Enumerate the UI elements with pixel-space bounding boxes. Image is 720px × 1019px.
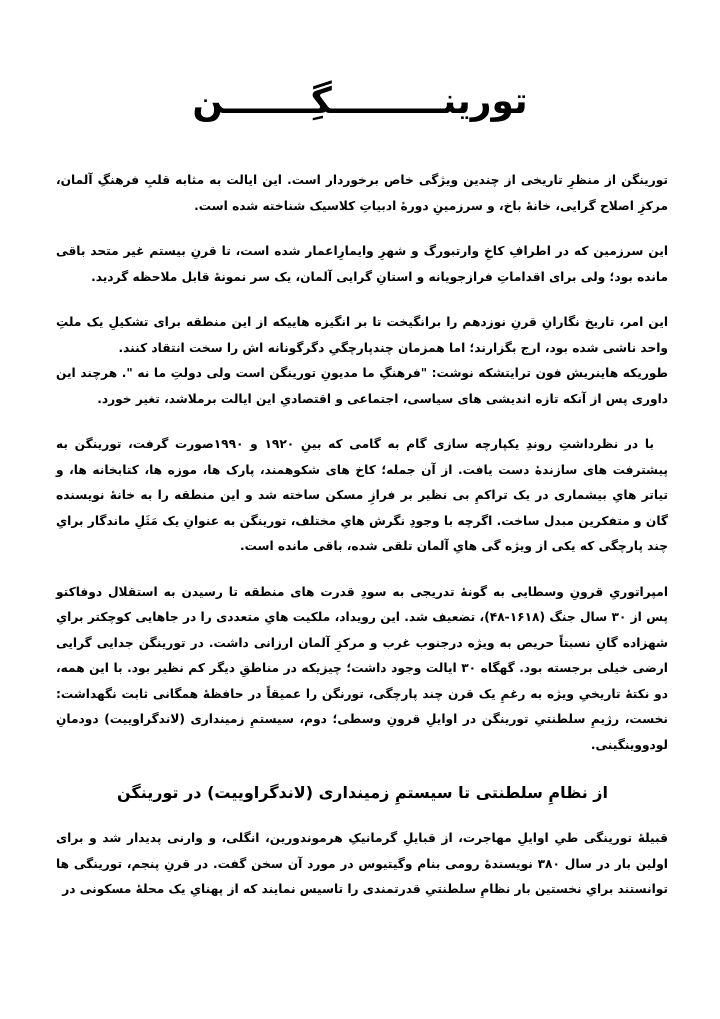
document-title: تورینـــــــــگِـــــــن bbox=[192, 81, 528, 122]
paragraph-2: این سرزمین که در اطرافِ کاخِ وارتبورگ و شهرِ وایمارِاعمار شده است، تا قرنِ بیستم غیر متحد باقی مانده بود؛ ولی برای اقداماتِ فرازجویانه و استانِ گرایی آلمان، یک سر نمونهٔ قابل ملاحظه گردید. bbox=[56, 244, 668, 284]
paragraph-6: امپراتوریِ قرونِ وسطایی به گونهٔ تدریجی به سودِ قدرت های منطقه تا رسیدن به استقلال دوفاکتو پس از ۳۰ سال جنگ (۱۶۱۸-۴۸)، تضعیف شد. این رویداد، ملکیت هایِ متعددی را در جاهایی کوچکتر برایِ شهزاده گانِ نسبتاً حریص به ویژه درجنوب غرب و مرکزِ آلمان ارزانی داشت. در تورینگن جدایی گرایی ارضی خیلی برجسته بود. گهگاه ۳۰ ایالت وجود داشت؛ چیزیکه در مناطقِ دیگر کم نظیر بود. با این همه، دو نکتهٔ تاریخیِ ویژه به رغمِ یک قرن چند پارچگی، تورنگن را عمیقاً در حافظهٔ همگانی ثابت نگهداشت: نخست، رژیمِ سلطنتیِ تورینگن در اوایلِ قرونِ وسطی؛ دوم، سیستمِ زمینداری (لاندگراوییت) دودمانِ لودووینگینی. bbox=[56, 584, 668, 752]
section-paragraph-1: قبیلهٔ تورینگی طیِ اوایلِ مهاجرت، از قبایلِ گرمانیکِ هرموندورین، انگلی، و وارنی پدیدار شد و برای اولین بار در سال ۳۸۰ نویسندهٔ رومی بنام وگیتیوس در مورد آن سخن گفت. در قرنِ پنجم، تورینگی ها توانستند برایِ نخستین بار نظامِ سلطنتیِ قدرتمندی را تاسیس نمایند که از پهنایِ یک محلهٔ مسکونی در bbox=[56, 831, 668, 896]
paragraph-5: با در نظرداشتِ روندِ یکپارچه سازی گام به گامی که بینِ ۱۹۲۰ و ۱۹۹۰صورت گرفت، تورینگن به پیشترفت های سازندهٔ دست یافت. از آن جمله؛ کاخ های شکوهمند، پارک ها، موزه ها، کتابخانه ها، و تیاتر هایِ بیشماری در یک تراکمِ بی نظیر بر فرازِ مسکن ساخته شد و این منطقه را به خانهٔ نویسنده گان و متفکرین مبدل ساخت. اگرچه با وجودِ نگرش هایِ مختلف، تورینگن به عنوانِ یک مَثَلِ ماندگار برایِ چند پارچگی که یکی از ویژه گی هایِ آلمان تلقی شده، باقی مانده است. bbox=[56, 437, 668, 553]
section-heading: از نظامِ سلطنتی تا سیستمِ زمینداری (لاندگراوییت) در تورینگن bbox=[117, 783, 608, 802]
paragraph-3: این امر، تاریخ نگارانِ قرنِ نوزدهم را برانگیخت تا بر انگیزه هاییکه از این منطقه برای تشکیلِ یک ملتِ واحد ناشی شده بود، ارج بگزارند؛ اما همزمان چندپارچگیِ دگرگونانه اش را سخت انتقاد کنند. bbox=[56, 315, 668, 355]
paragraph-4: طوریکه هاینریش فون ترایتشکه نوشت: "فرهنگِ ما مدیونِ تورینگن است ولی دولتِ ما نه ". هرچند این داوری پس از آنکه تازه اندیشی های سیاسی، اجتماعی و اقتصادیِ این ایالت برملاشد، تغیر خورد. bbox=[56, 366, 668, 406]
paragraph-1: تورینگن از منظرِ تاریخی از چندین ویژگی خاص برخوردار است. این ایالت به مثابه قلبِ فرهنگِ آلمان، مرکزِ اصلاح گرایی، خانهٔ باخ، و سرزمینِ دورهٔ ادبیاتِ کلاسیک شناخته شده است. bbox=[56, 173, 668, 213]
document-body bbox=[56, 168, 668, 923]
